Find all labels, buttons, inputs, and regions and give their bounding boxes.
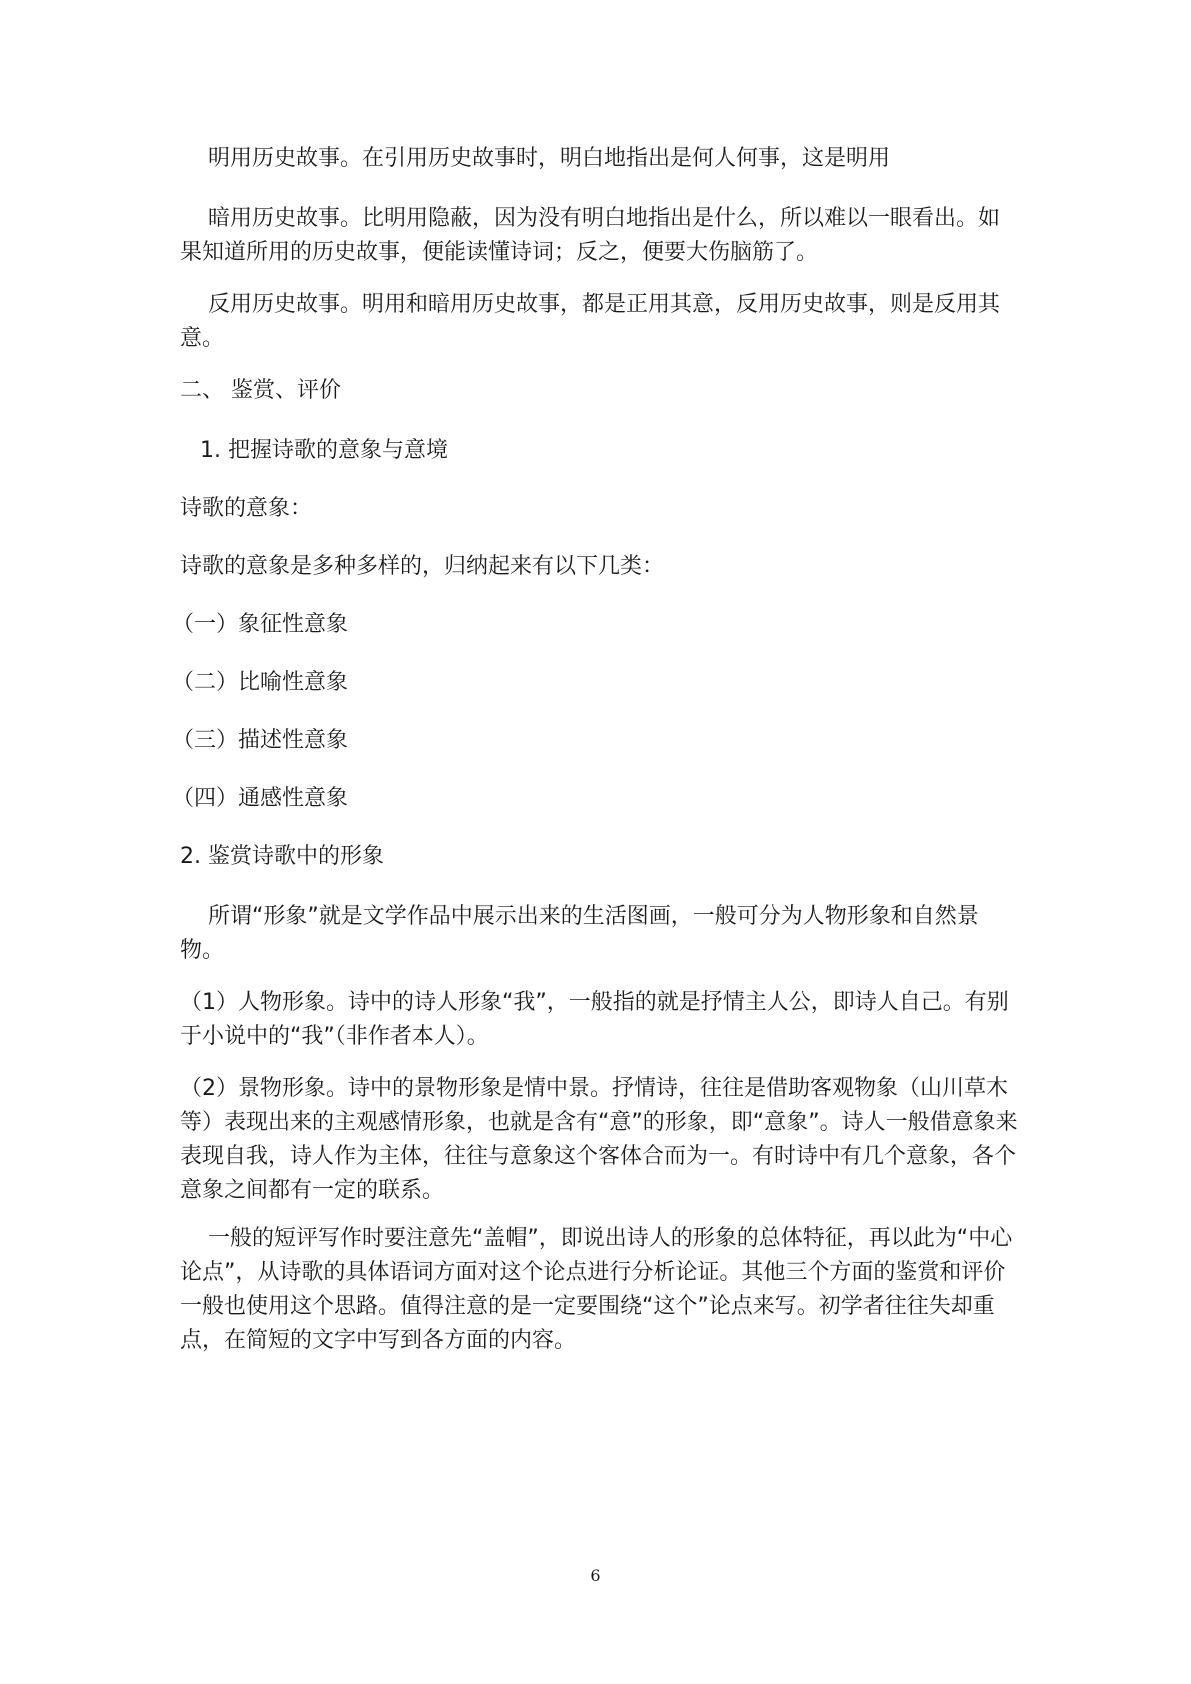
- list-item-descriptive: （三）描述性意象: [172, 728, 349, 753]
- paragraph-short-review: 一般的短评写作时要注意先“盖帽”，即说出诗人的形象的总体特征，再以此为“中心论点”，从诗歌的具体语词方面对这个论点进行分析论证。其他三个方面的鉴赏和评价一般也使用这个思路。值得注意的是一定要围绕“这个”论点来写。初学者往往失却重点，在简短的文字中写到各方面的内容。: [180, 1226, 1013, 1353]
- paragraph-image-definition: 所谓“形象”就是文学作品中展示出来的生活图画，一般可分为人物形象和自然景物。: [180, 904, 979, 963]
- subheading-imagery: 1. 把握诗歌的意象与意境: [200, 438, 448, 463]
- list-item-metaphoric: （二）比喻性意象: [172, 670, 349, 695]
- list-item-symbolic: （一）象征性意象: [172, 612, 349, 637]
- paragraph-implicit-allusion: 暗用历史故事。比明用隐蔽，因为没有明白地指出是什么，所以难以一眼看出。如果知道所用的历史故事，便能读懂诗词；反之，便要大伤脑筋了。: [180, 206, 1001, 265]
- paragraph-imagery-types: 诗歌的意象是多种多样的，归纳起来有以下几类：: [180, 554, 665, 579]
- subheading-image-appreciation: 2. 鉴赏诗歌中的形象: [180, 844, 384, 869]
- paragraph-character-image: （1）人物形象。诗中的诗人形象“我”，一般指的就是抒情主人公，即诗人自己。有别于小说中的“我”（非作者本人）。: [180, 990, 1009, 1049]
- paragraph-explicit-allusion: 明用历史故事。在引用历史故事时，明白地指出是何人何事，这是明用: [208, 146, 891, 171]
- paragraph-reverse-allusion: 反用历史故事。明用和暗用历史故事，都是正用其意，反用历史故事，则是反用其意。: [180, 292, 1001, 351]
- paragraph-scenery-image: （2）景物形象。诗中的景物形象是情中景。抒情诗，往往是借助客观物象（山川草木等）表现出来的主观感情形象，也就是含有“意”的形象，即“意象”。诗人一般借意象来表现自我，诗人作为主体，往往与意象这个客体合而为一。有时诗中有几个意象，各个意象之间都有一定的联系。: [180, 1076, 1018, 1203]
- page-number: 6: [590, 1566, 601, 1585]
- paragraph-imagery-label: 诗歌的意象：: [180, 496, 313, 521]
- section-heading-appreciation: 二、 鉴赏、评价: [180, 378, 341, 403]
- list-item-synesthetic: （四）通感性意象: [172, 786, 349, 811]
